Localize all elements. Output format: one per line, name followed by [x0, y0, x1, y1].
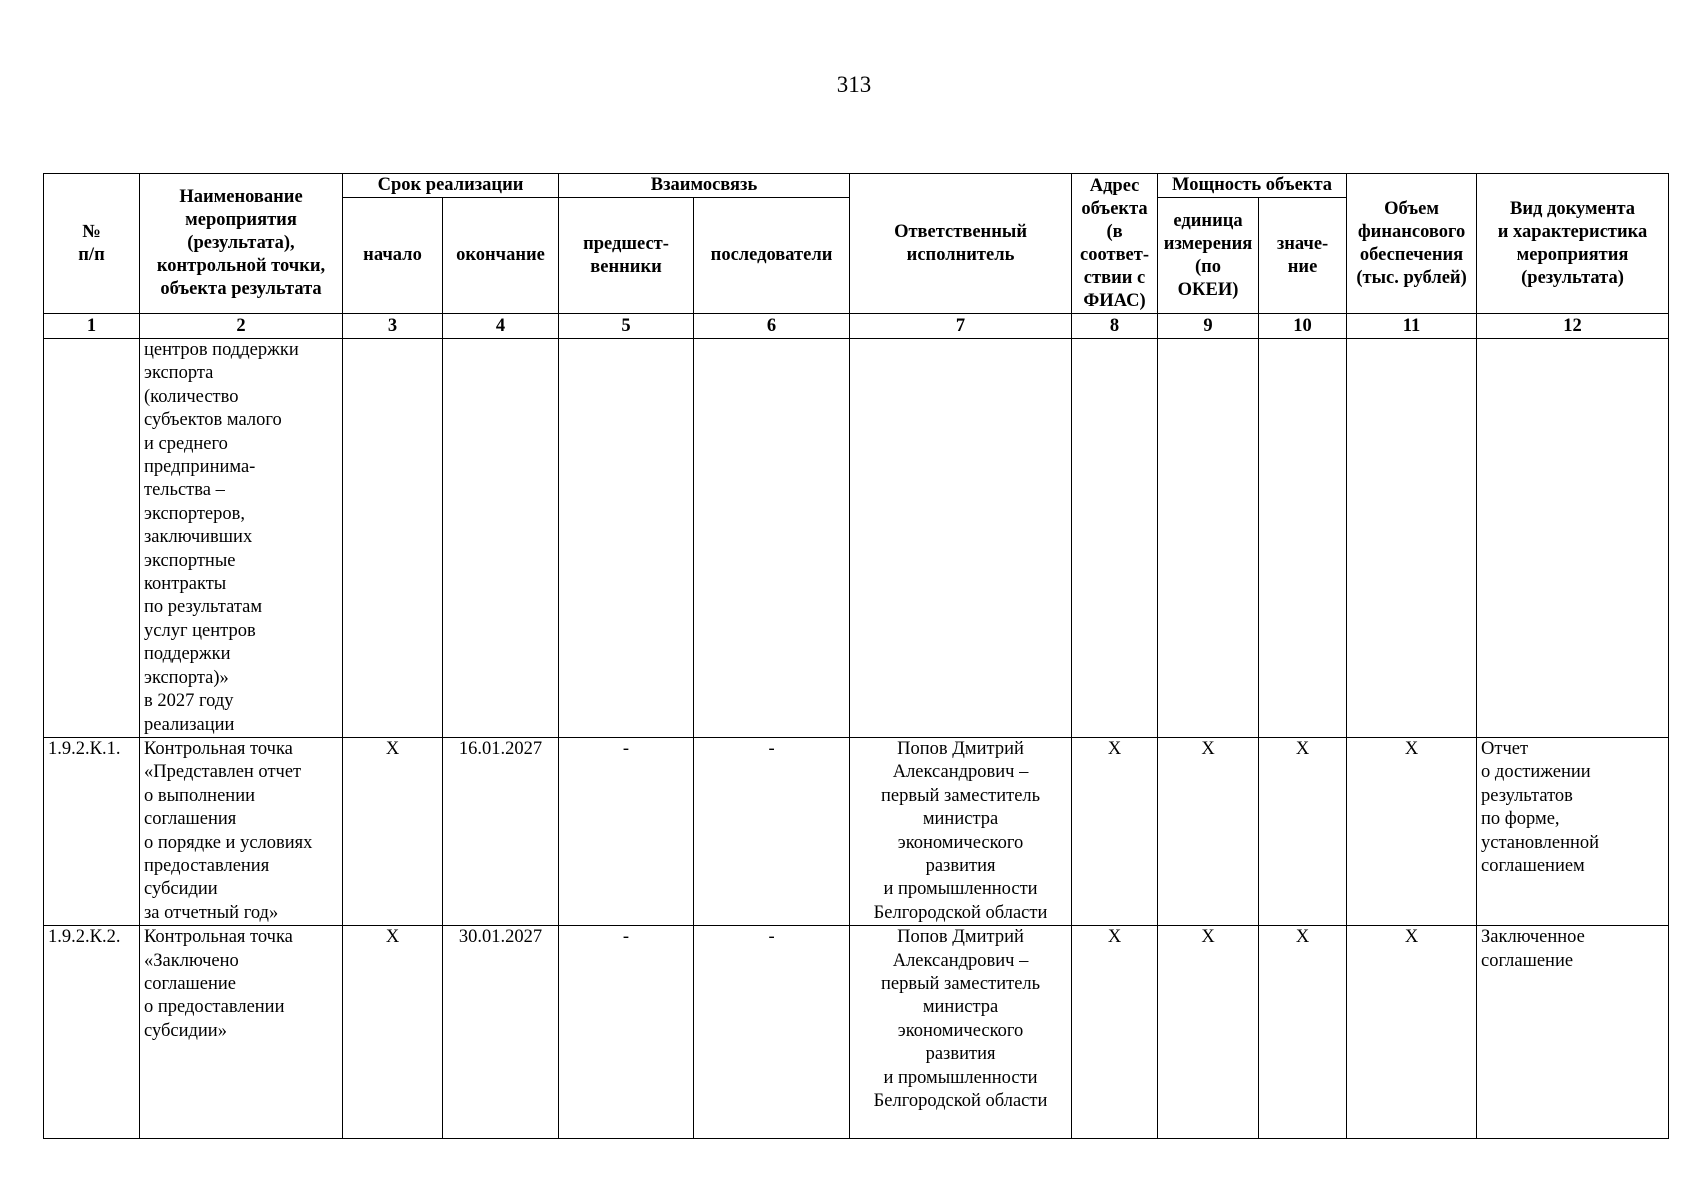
header-name: Наименование мероприятия (результата), контрольной точки, объекта результата: [140, 174, 343, 314]
table-header: [44, 174, 1669, 339]
row-value: X: [1259, 738, 1347, 926]
row-successors: -: [694, 926, 850, 1139]
column-number: 10: [1259, 314, 1347, 339]
column-number: 7: [850, 314, 1072, 339]
table-cell: [694, 339, 850, 738]
header-unit: единица измерения (по ОКЕИ): [1158, 198, 1259, 314]
table-cell: [1072, 339, 1158, 738]
header-successors: последователи: [694, 198, 850, 314]
table-cell: [1347, 339, 1477, 738]
column-number: 3: [343, 314, 443, 339]
header-responsible: Ответственный исполнитель: [850, 174, 1072, 314]
row-responsible: Попов Дмитрий Александрович – первый заместитель министра экономического развития и промышленности Белгородской области: [850, 738, 1072, 926]
plan-table: [43, 173, 1669, 1139]
header-period-end: окончание: [443, 198, 559, 314]
row-name: Контрольная точка «Заключено соглашение о предоставлении субсидии»: [140, 926, 343, 1139]
header-period-start: начало: [343, 198, 443, 314]
table-body: [44, 339, 1669, 1139]
row-unit: X: [1158, 738, 1259, 926]
column-number: 1: [44, 314, 140, 339]
column-number: 4: [443, 314, 559, 339]
row-successors: -: [694, 738, 850, 926]
column-number: 9: [1158, 314, 1259, 339]
column-number: 8: [1072, 314, 1158, 339]
row-document: Отчет о достижении результатов по форме, установленной соглашением: [1477, 738, 1669, 926]
row-document: Заключенное соглашение: [1477, 926, 1669, 1139]
row-start: X: [343, 926, 443, 1139]
header-period: Срок реализации: [343, 174, 559, 198]
header-value: значе- ние: [1259, 198, 1347, 314]
column-numbers-row: [44, 314, 1669, 339]
header-document: Вид документа и характеристика мероприятия (результата): [1477, 174, 1669, 314]
table-row: [44, 926, 1669, 1139]
row-predecessors: -: [559, 738, 694, 926]
row-predecessors: -: [559, 926, 694, 1139]
header-finance: Объем финансового обеспечения (тыс. рублей): [1347, 174, 1477, 314]
table-cell: [1477, 339, 1669, 738]
table-cell: [850, 339, 1072, 738]
row-finance: X: [1347, 738, 1477, 926]
header-address: Адрес объекта (в соответ- ствии с ФИАС): [1072, 174, 1158, 314]
row-num: 1.9.2.К.1.: [44, 738, 140, 926]
header-relation: Взаимосвязь: [559, 174, 850, 198]
table-cell: [44, 339, 140, 738]
table-row: [44, 738, 1669, 926]
row-finance: X: [1347, 926, 1477, 1139]
column-number: 2: [140, 314, 343, 339]
header-num: № п/п: [44, 174, 140, 314]
column-number: 5: [559, 314, 694, 339]
table-cell: [343, 339, 443, 738]
row-address: X: [1072, 738, 1158, 926]
table-cell: [559, 339, 694, 738]
row-address: X: [1072, 926, 1158, 1139]
table-cell: [1158, 339, 1259, 738]
row-end: 30.01.2027: [443, 926, 559, 1139]
row-value: X: [1259, 926, 1347, 1139]
row-responsible: Попов Дмитрий Александрович – первый заместитель министра экономического развития и промышленности Белгородской области: [850, 926, 1072, 1139]
header-capacity: Мощность объекта: [1158, 174, 1347, 198]
row-name: Контрольная точка «Представлен отчет о выполнении соглашения о порядке и условиях предоставления субсидии за отчетный год»: [140, 738, 343, 926]
header-predecessors: предшест- венники: [559, 198, 694, 314]
column-number: 12: [1477, 314, 1669, 339]
row-num: 1.9.2.К.2.: [44, 926, 140, 1139]
column-number: 11: [1347, 314, 1477, 339]
continuation-text: центров поддержки экспорта (количество субъектов малого и среднего предпринима- тельства – экспортеров, заключивших экспортные контракты по результатам услуг центров поддержки экспорта)» в 2027 году реализации: [140, 339, 343, 738]
column-number: 6: [694, 314, 850, 339]
row-end: 16.01.2027: [443, 738, 559, 926]
table-cell: [443, 339, 559, 738]
table-cell: [1259, 339, 1347, 738]
page-number: 313: [836, 72, 872, 97]
continuation-row: [44, 339, 1669, 738]
row-unit: X: [1158, 926, 1259, 1139]
row-start: X: [343, 738, 443, 926]
